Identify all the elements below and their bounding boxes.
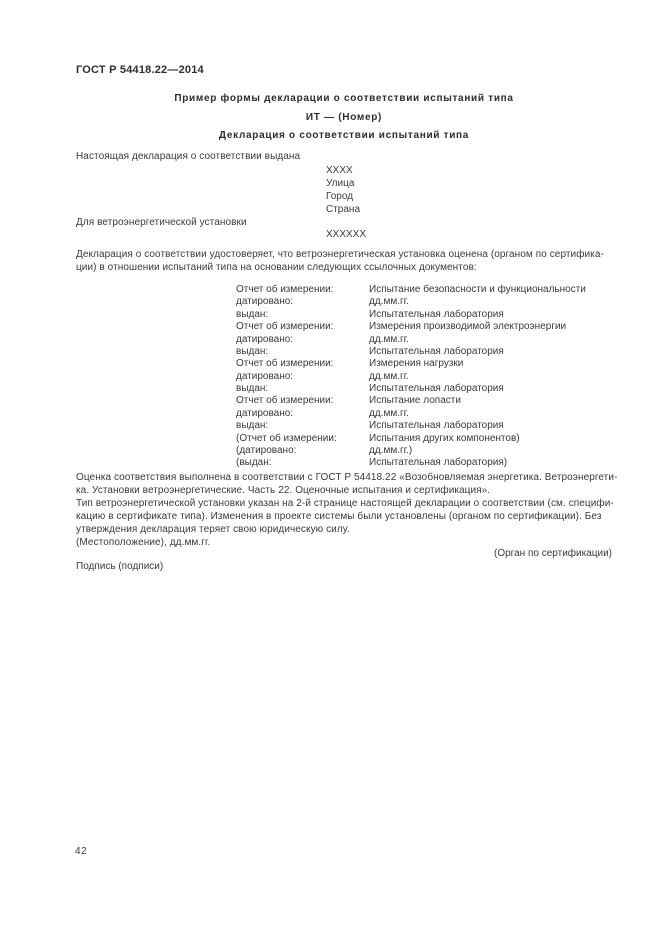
report-row-value: дд.мм.гг. xyxy=(369,333,409,345)
text-line: утверждения декларация теряет свою юридическую силу. xyxy=(76,524,350,536)
report-row xyxy=(236,371,616,383)
report-row-label: датировано: xyxy=(236,296,294,308)
turbine-id: ХХХХХХ xyxy=(326,229,367,240)
text-line: ка. Установки ветроэнергетические. Часть 22. Оценочные испытания и сертификация». xyxy=(76,485,491,497)
report-row-label: датировано: xyxy=(236,370,294,382)
report-row-value: Испытание безопасности и функциональности xyxy=(369,284,586,295)
report-row-label: датировано: xyxy=(236,333,294,345)
issued-label: Настоящая декларация о соответствии выдана xyxy=(76,151,301,162)
report-row-label: Отчет об измерении: xyxy=(236,321,334,333)
report-row-label: выдан: xyxy=(236,383,269,394)
report-row-label: Отчет об измерении: xyxy=(236,284,334,295)
report-row-value: Испытательная лаборатория xyxy=(369,345,504,357)
report-row-label: (Отчет об измерении: xyxy=(236,432,337,444)
form-number: ИТ — (Номер) xyxy=(305,112,383,123)
report-row-label: Отчет об измерении: xyxy=(236,358,334,370)
report-row-value: дд.мм.гг. xyxy=(369,296,409,308)
text-line: кацию в сертификате типа). Изменения в проекте системы были установлены (органом по сертификации). Без xyxy=(76,511,602,523)
report-row-label: выдан: xyxy=(236,308,269,320)
report-list xyxy=(236,284,616,470)
text-line: Страна xyxy=(326,204,361,215)
report-row-value: Испытательная лаборатория xyxy=(369,420,504,432)
report-row-value: дд.мм.гг.) xyxy=(369,444,413,456)
form-title: Пример формы декларации о соответствии испытаний типа xyxy=(174,93,514,104)
certification-body-note: (Орган по сертификации) xyxy=(494,548,612,559)
declaration-title: Декларация о соответствии испытаний типа xyxy=(218,130,470,141)
signature-label: Подпись (подписи) xyxy=(76,561,164,572)
report-row xyxy=(236,309,616,321)
text-line: ХХХХ xyxy=(326,165,353,176)
text-line: Оценка соответствия выполнена в соответствии с ГОСТ Р 54418.22 «Возобновляемая энергетика. Ветроэнергети- xyxy=(76,472,618,483)
text-line: Улица xyxy=(326,178,355,189)
certifies-paragraph xyxy=(76,248,604,275)
report-row xyxy=(236,334,616,346)
report-row xyxy=(236,445,616,457)
report-row-label: выдан: xyxy=(236,420,269,432)
text-line: Тип ветроэнергетической установки указан на 2-й странице настоящей декларации о соответствии (см. специфи- xyxy=(76,498,614,510)
report-row-value: Испытательная лаборатория) xyxy=(369,457,508,469)
report-row-value: дд.мм.гг. xyxy=(369,407,409,419)
report-row xyxy=(236,433,616,445)
report-row xyxy=(236,358,616,370)
report-row-value: Измерения нагрузки xyxy=(369,358,464,370)
standard-code: ГОСТ Р 54418.22—2014 xyxy=(76,64,204,76)
report-row-value: Испытания других компонентов) xyxy=(369,432,520,444)
report-row xyxy=(236,296,616,308)
report-row-value: Испытательная лаборатория xyxy=(369,308,504,320)
report-row-value: дд.мм.гг. xyxy=(369,370,409,382)
report-row xyxy=(236,420,616,432)
report-row xyxy=(236,346,616,358)
text-line: Декларация о соответствии удостоверяет, что ветроэнергетическая установка оценена (органом по сертифика- xyxy=(76,249,604,260)
report-row-label: датировано: xyxy=(236,407,294,419)
report-row xyxy=(236,457,616,469)
report-row xyxy=(236,284,616,296)
report-row-value: Испытание лопасти xyxy=(369,395,461,407)
report-row-label: Отчет об измерении: xyxy=(236,395,334,407)
report-row xyxy=(236,321,616,333)
report-row-value: Измерения производимой электроэнергии xyxy=(369,321,567,333)
report-row xyxy=(236,408,616,420)
turbine-label: Для ветроэнергетической установки xyxy=(76,217,247,228)
assessment-paragraph xyxy=(76,471,617,550)
report-row-label: (выдан: xyxy=(236,457,272,469)
report-row-label: выдан: xyxy=(236,345,269,357)
page-number: 42 xyxy=(75,846,88,857)
issuer-address-block xyxy=(326,164,360,216)
text-line: ции) в отношении испытаний типа на основании следующих ссылочных документов: xyxy=(76,262,477,274)
report-row-label: (датировано: xyxy=(236,444,297,456)
report-row-value: Испытательная лаборатория xyxy=(369,383,504,394)
text-line: Город xyxy=(326,191,354,202)
report-row xyxy=(236,383,616,395)
text-line: (Местоположение), дд.мм.гг. xyxy=(76,537,211,549)
report-row xyxy=(236,395,616,407)
